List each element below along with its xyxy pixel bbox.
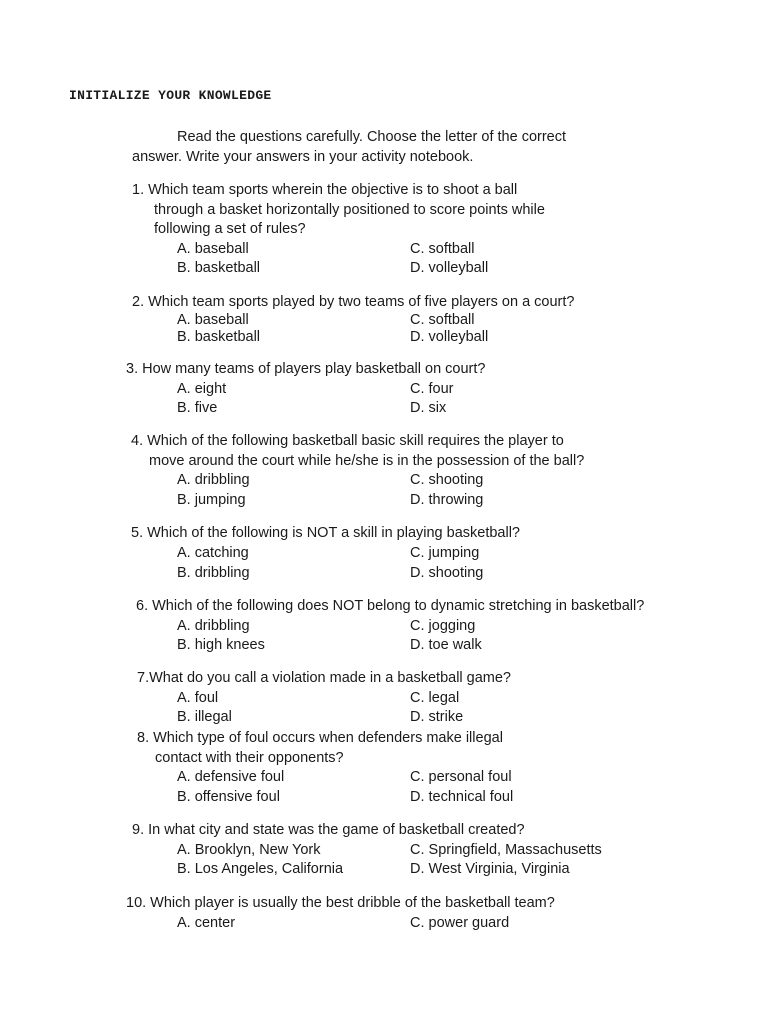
question-2-text	[132, 292, 610, 312]
question-3	[126, 360, 610, 419]
question-3-line: 3. How many teams of players play basketball on court?	[126, 361, 486, 377]
question-8-line: 8. Which type of foul occurs when defenders make illegal	[137, 730, 503, 746]
page-title: INITIALIZE YOUR KNOWLEDGE	[69, 88, 272, 103]
question-10-options	[177, 914, 610, 934]
question-6	[136, 597, 644, 656]
question-7-options	[177, 689, 610, 728]
question-5	[131, 523, 610, 583]
question-3-text	[126, 360, 610, 380]
question-10-line: 10. Which player is usually the best dribble of the basketball team?	[126, 895, 555, 911]
question-7-line: 7.What do you call a violation made in a basketball game?	[137, 670, 511, 686]
question-9-text	[132, 821, 610, 841]
option-4c[interactable]: C. shooting	[410, 472, 484, 488]
option-6a[interactable]: A. dribbling	[177, 617, 250, 634]
option-2d[interactable]: D. volleyball	[410, 329, 489, 345]
option-1a[interactable]: A. baseball	[177, 240, 249, 257]
option-5b[interactable]: B. dribbling	[177, 565, 250, 581]
option-3d[interactable]: D. six	[410, 400, 447, 416]
option-1b[interactable]: B. basketball	[177, 260, 261, 276]
option-4a[interactable]: A. dribbling	[177, 472, 250, 488]
option-1c[interactable]: C. softball	[410, 240, 475, 257]
option-4b[interactable]: B. jumping	[177, 491, 246, 508]
question-8-line: contact with their opponents?	[155, 749, 344, 766]
option-10c[interactable]: C. power guard	[410, 914, 510, 931]
question-2-line: 2. Which team sports played by two teams of five players on a court?	[132, 294, 575, 310]
question-1-text	[132, 181, 610, 240]
question-7	[137, 669, 610, 728]
question-8-options	[177, 768, 610, 807]
option-9c[interactable]: C. Springfield, Massachusetts	[410, 841, 602, 858]
question-8	[137, 729, 610, 807]
question-7-text	[137, 669, 610, 689]
question-1-line: through a basket horizontally positioned to score points while	[154, 201, 545, 218]
option-7c[interactable]: C. legal	[410, 689, 460, 706]
question-4-options	[177, 471, 610, 510]
option-1d[interactable]: D. volleyball	[410, 260, 489, 276]
question-4-line: move around the court while he/she is in the possession of the ball?	[149, 452, 585, 469]
option-6b[interactable]: B. high knees	[177, 637, 265, 653]
option-7b[interactable]: B. illegal	[177, 709, 232, 725]
option-6c[interactable]: C. jogging	[410, 617, 476, 634]
question-9-line: 9. In what city and state was the game of basketball created?	[132, 822, 525, 838]
question-6-text	[136, 597, 644, 617]
option-8a[interactable]: A. defensive foul	[177, 769, 285, 785]
instructions-line-2: answer. Write your answers in your activity notebook.	[132, 149, 474, 165]
question-10	[126, 894, 610, 933]
question-6-options	[177, 617, 644, 656]
question-6-line: 6. Which of the following does NOT belong to dynamic stretching in basketball?	[136, 598, 645, 614]
question-5-line: 5. Which of the following is NOT a skill in playing basketball?	[131, 525, 521, 541]
option-5a[interactable]: A. catching	[177, 545, 249, 561]
option-8b[interactable]: B. offensive foul	[177, 788, 280, 805]
question-1	[132, 181, 610, 279]
option-4d[interactable]: D. throwing	[410, 491, 484, 508]
question-1-options	[177, 240, 610, 279]
option-5c[interactable]: C. jumping	[410, 545, 480, 561]
option-10a[interactable]: A. center	[177, 914, 236, 931]
option-5d[interactable]: D. shooting	[410, 565, 484, 581]
option-3b[interactable]: B. five	[177, 400, 218, 416]
question-9-options	[177, 841, 610, 880]
instructions-line-1: Read the questions carefully. Choose the letter of the correct	[177, 129, 567, 145]
instructions	[132, 127, 566, 167]
question-5-options	[177, 543, 610, 583]
question-5-text	[131, 523, 610, 543]
question-1-line: following a set of rules?	[154, 221, 306, 237]
question-1-line: 1. Which team sports wherein the objective is to shoot a ball	[132, 182, 518, 198]
option-8c[interactable]: C. personal foul	[410, 769, 512, 785]
question-4-line: 4. Which of the following basketball basic skill requires the player to	[131, 433, 564, 449]
question-8-text	[137, 729, 610, 768]
option-3c[interactable]: C. four	[410, 380, 454, 397]
question-2	[132, 292, 610, 346]
question-9	[132, 821, 610, 880]
option-6d[interactable]: D. toe walk	[410, 637, 482, 653]
question-2-options	[177, 312, 610, 346]
question-4-text	[131, 432, 610, 471]
option-2a[interactable]: A. baseball	[177, 312, 249, 328]
option-3a[interactable]: A. eight	[177, 380, 227, 397]
option-8d[interactable]: D. technical foul	[410, 788, 514, 805]
option-9b[interactable]: B. Los Angeles, California	[177, 861, 344, 877]
question-4	[131, 432, 610, 510]
option-9d[interactable]: D. West Virginia, Virginia	[410, 861, 570, 877]
option-2c[interactable]: C. softball	[410, 312, 475, 328]
question-10-text	[126, 894, 610, 914]
option-7a[interactable]: A. foul	[177, 689, 219, 706]
option-9a[interactable]: A. Brooklyn, New York	[177, 841, 321, 858]
question-3-options	[177, 380, 610, 419]
option-7d[interactable]: D. strike	[410, 709, 464, 725]
option-2b[interactable]: B. basketball	[177, 329, 261, 345]
